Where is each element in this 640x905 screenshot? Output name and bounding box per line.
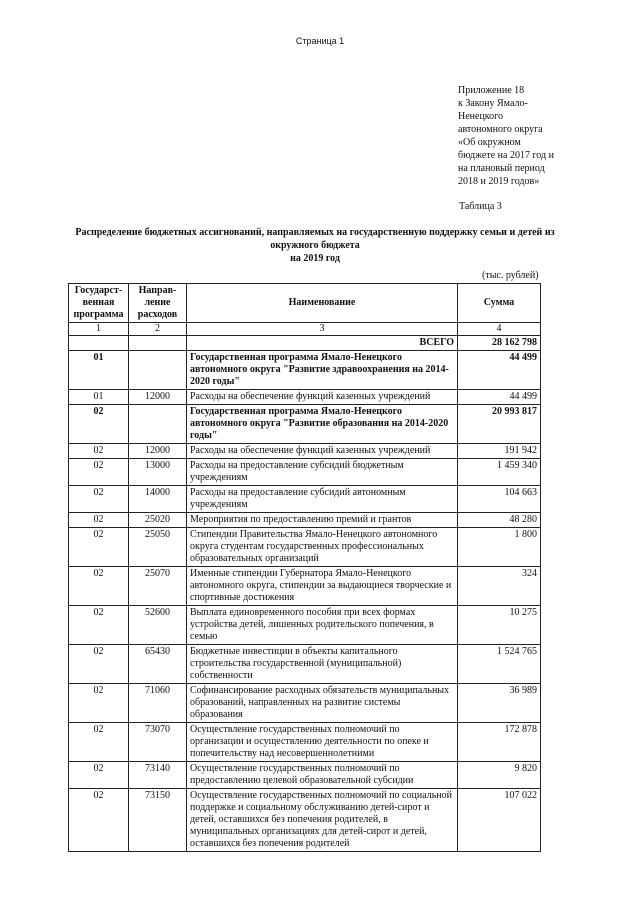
table-row xyxy=(69,444,541,459)
total-value: 28 162 798 xyxy=(458,336,541,351)
table-row xyxy=(69,513,541,528)
name-cell: Расходы на обеспечение функций казенных учреждений xyxy=(187,390,458,405)
table-row xyxy=(69,645,541,684)
table-row xyxy=(69,528,541,567)
column-header-direction: Направ-ление расходов xyxy=(129,284,187,323)
appendix-line: 2018 и 2019 годов» xyxy=(458,176,540,187)
program-code-cell: 02 xyxy=(69,567,129,606)
sum-cell: 10 275 xyxy=(458,606,541,645)
sum-cell: 324 xyxy=(458,567,541,606)
name-cell: Именные стипендии Губернатора Ямало-Ненецкого автономного округа, стипендии за выдающиеся творческие и спортивные достижения xyxy=(187,567,458,606)
direction-code-cell: 12000 xyxy=(129,444,187,459)
program-code-cell: 02 xyxy=(69,486,129,513)
direction-code-cell xyxy=(129,405,187,444)
appendix-line: Приложение 18 xyxy=(458,85,525,96)
sum-cell: 1 800 xyxy=(458,528,541,567)
appendix-line: к Закону Ямало- xyxy=(458,98,528,109)
program-code-cell: 02 xyxy=(69,528,129,567)
table-row xyxy=(69,486,541,513)
program-code-cell: 02 xyxy=(69,459,129,486)
sum-cell: 9 820 xyxy=(458,762,541,789)
column-number-row xyxy=(69,323,541,336)
direction-code-cell: 73140 xyxy=(129,762,187,789)
table-row xyxy=(69,351,541,390)
table-row xyxy=(69,606,541,645)
sum-cell: 104 663 xyxy=(458,486,541,513)
total-cell-empty xyxy=(129,336,187,351)
name-cell: Бюджетные инвестиции в объекты капитального строительства государственной (муниципальной) собственности xyxy=(187,645,458,684)
appendix-line: бюджете на 2017 год и xyxy=(458,150,554,161)
sum-cell: 172 878 xyxy=(458,723,541,762)
table-row xyxy=(69,684,541,723)
program-code-cell: 02 xyxy=(69,789,129,852)
direction-code-cell xyxy=(129,351,187,390)
name-cell: Государственная программа Ямало-Ненецкого автономного округа "Развитие здравоохранения на 2014-2020 годы" xyxy=(187,351,458,390)
table-row xyxy=(69,390,541,405)
appendix-line: на плановый период xyxy=(458,163,545,174)
column-number: 2 xyxy=(129,323,187,336)
direction-code-cell: 73150 xyxy=(129,789,187,852)
program-code-cell: 02 xyxy=(69,645,129,684)
sum-cell: 20 993 817 xyxy=(458,405,541,444)
sum-cell: 44 499 xyxy=(458,351,541,390)
page-header: Страница 1 xyxy=(295,36,345,46)
name-cell: Софинансирование расходных обязательств муниципальных образований, направленных на развитие системы образования xyxy=(187,684,458,723)
program-code-cell: 02 xyxy=(69,444,129,459)
name-cell: Осуществление государственных полномочий по социальной поддержке и социальному обслуживанию детей-сирот и детей, оставшихся без попечения родителей, в муниципальных организациях для детей-сирот и детей, оставшихся без попечения родителей xyxy=(187,789,458,852)
column-number: 4 xyxy=(458,323,541,336)
total-label: ВСЕГО xyxy=(187,336,458,351)
direction-code-cell: 25050 xyxy=(129,528,187,567)
name-cell: Осуществление государственных полномочий по предоставлению целевой образовательной субсидии xyxy=(187,762,458,789)
program-code-cell: 01 xyxy=(69,390,129,405)
column-header-name: Наименование xyxy=(187,284,458,323)
table-row xyxy=(69,762,541,789)
direction-code-cell: 73070 xyxy=(129,723,187,762)
direction-code-cell: 13000 xyxy=(129,459,187,486)
sum-cell: 1 524 765 xyxy=(458,645,541,684)
total-row xyxy=(69,336,541,351)
sum-cell: 44 499 xyxy=(458,390,541,405)
direction-code-cell: 14000 xyxy=(129,486,187,513)
name-cell: Мероприятия по предоставлению премий и грантов xyxy=(187,513,458,528)
appendix-line: «Об окружном xyxy=(458,137,521,148)
table-number: Таблица 3 xyxy=(459,201,502,212)
program-code-cell: 02 xyxy=(69,513,129,528)
direction-code-cell: 71060 xyxy=(129,684,187,723)
direction-code-cell: 12000 xyxy=(129,390,187,405)
sum-cell: 107 022 xyxy=(458,789,541,852)
sum-cell: 48 280 xyxy=(458,513,541,528)
name-cell: Расходы на обеспечение функций казенных учреждений xyxy=(187,444,458,459)
column-number: 1 xyxy=(69,323,129,336)
table-row xyxy=(69,567,541,606)
direction-code-cell: 25070 xyxy=(129,567,187,606)
program-code-cell: 02 xyxy=(69,606,129,645)
budget-table xyxy=(68,283,541,852)
total-cell-empty xyxy=(69,336,129,351)
direction-code-cell: 65430 xyxy=(129,645,187,684)
direction-code-cell: 52600 xyxy=(129,606,187,645)
table-row xyxy=(69,789,541,852)
units-label: (тыс. рублей) xyxy=(482,270,539,281)
table-header-row xyxy=(69,284,541,323)
program-code-cell: 01 xyxy=(69,351,129,390)
column-header-program: Государст-венная программа xyxy=(69,284,129,323)
name-cell: Выплата единовременного пособия при всех формах устройства детей, лишенных родительского попечения, в семью xyxy=(187,606,458,645)
table-row xyxy=(69,405,541,444)
document-title xyxy=(60,226,570,265)
title-line: на 2019 год xyxy=(290,253,340,264)
column-header-sum: Сумма xyxy=(458,284,541,323)
program-code-cell: 02 xyxy=(69,723,129,762)
title-line: окружного бюджета xyxy=(270,240,360,251)
appendix-block xyxy=(458,84,608,188)
table-row xyxy=(69,459,541,486)
name-cell: Осуществление государственных полномочий по организации и осуществлению деятельности по опеке и попечительству над несовершеннолетними xyxy=(187,723,458,762)
sum-cell: 36 989 xyxy=(458,684,541,723)
name-cell: Расходы на предоставление субсидий автономным учреждениям xyxy=(187,486,458,513)
column-number: 3 xyxy=(187,323,458,336)
table-body xyxy=(69,336,541,852)
title-line: Распределение бюджетных ассигнований, направляемых на государственную поддержку семьи и детей из xyxy=(75,227,555,238)
name-cell: Расходы на предоставление субсидий бюджетным учреждениям xyxy=(187,459,458,486)
sum-cell: 1 459 340 xyxy=(458,459,541,486)
table-row xyxy=(69,723,541,762)
program-code-cell: 02 xyxy=(69,684,129,723)
program-code-cell: 02 xyxy=(69,405,129,444)
appendix-line: Ненецкого xyxy=(458,111,504,122)
name-cell: Стипендии Правительства Ямало-Ненецкого автономного округа студентам государственных профессиональных образовательных организаций xyxy=(187,528,458,567)
direction-code-cell: 25020 xyxy=(129,513,187,528)
program-code-cell: 02 xyxy=(69,762,129,789)
appendix-line: автономного округа xyxy=(458,124,543,135)
name-cell: Государственная программа Ямало-Ненецкого автономного округа "Развитие образования на 2014-2020 годы" xyxy=(187,405,458,444)
sum-cell: 191 942 xyxy=(458,444,541,459)
